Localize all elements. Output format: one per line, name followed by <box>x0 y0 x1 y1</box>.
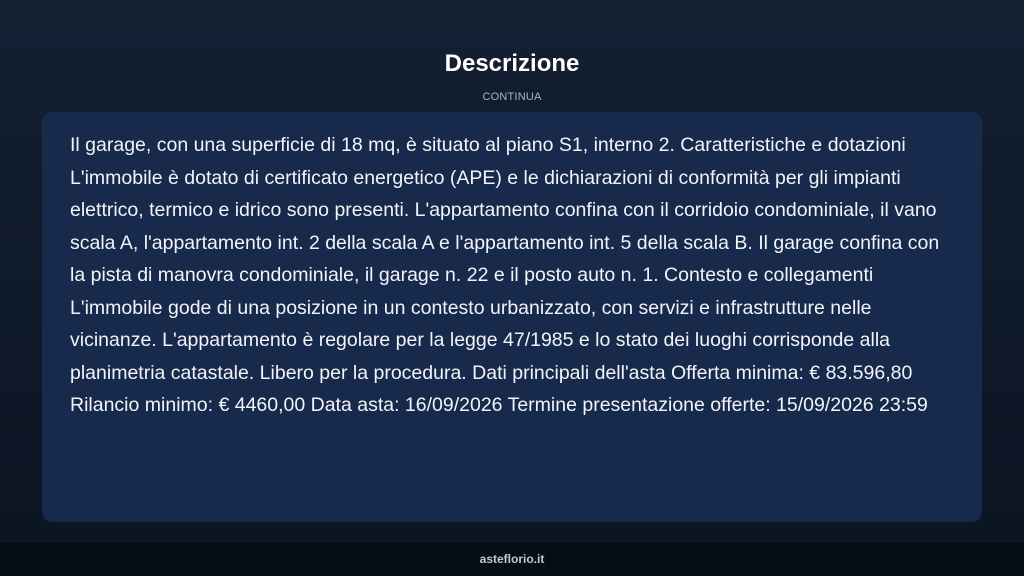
description-card <box>42 112 982 522</box>
description-text: Il garage, con una superficie di 18 mq, è situato al piano S1, interno 2. Caratteristiche e dotazioni L'immobile è dotato di certificato energetico (APE) e le dichiarazioni di conformità per gli impianti elettrico, termico e idrico sono presenti. L'appartamento confina con il corridoio condominiale, il vano scala A, l'appartamento int. 2 della scala A e l'appartamento int. 5 della scala B. Il garage confina con la pista di manovra condominiale, il garage n. 22 e il posto auto n. 1. Contesto e collegamenti L'immobile gode di una posizione in un contesto urbanizzato, con servizi e infrastrutture nelle vicinanze. L'appartamento è regolare per la legge 47/1985 e lo stato dei luoghi corrisponde alla planimetria catastale. Libero per la procedura. Dati principali dell'asta Offerta minima: € 83.596,80 Rilancio minimo: € 4460,00 Data asta: 16/09/2026 Termine presentazione offerte: 15/09/2026 23:59 <box>70 134 940 416</box>
footer-site-label: asteflorio.it <box>479 552 545 566</box>
footer-bar <box>0 543 1024 576</box>
continua-label: CONTINUA <box>482 91 542 103</box>
page-title: Descrizione <box>444 50 580 77</box>
